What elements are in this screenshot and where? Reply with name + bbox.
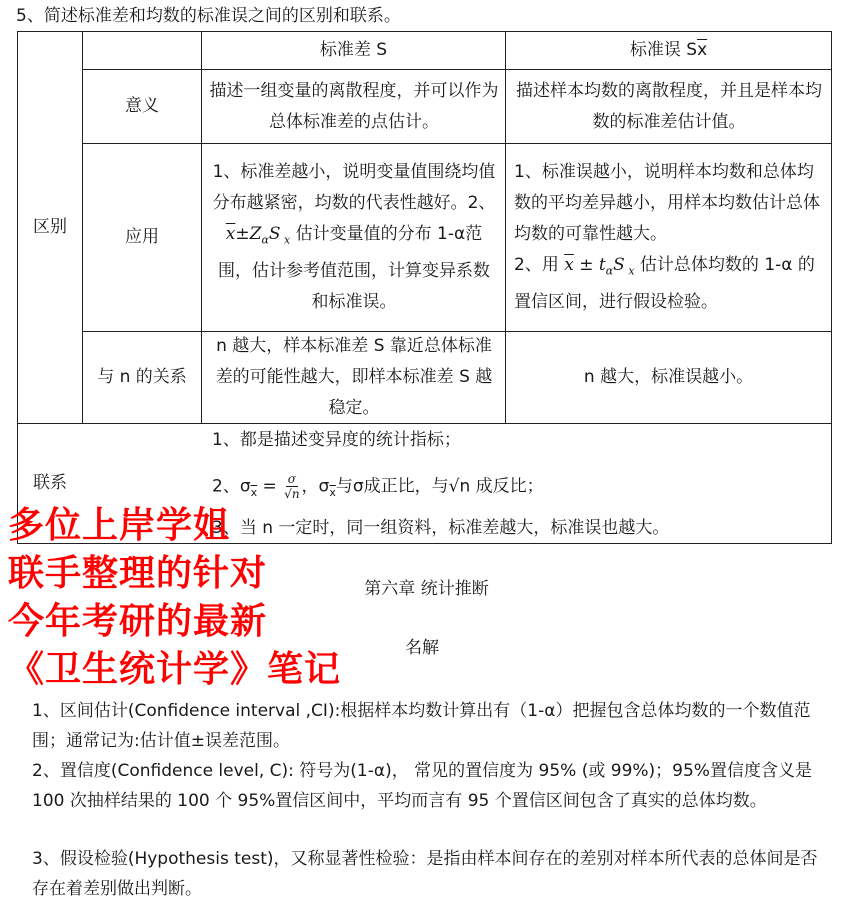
question-title: 5、简述标准差和均数的标准误之间的区别和联系。 xyxy=(16,6,401,26)
row-label-meaning: 意义 xyxy=(125,96,159,116)
watermark-overlay: 多位上岸学姐 联手整理的针对 今年考研的最新 《卫生统计学》笔记 xyxy=(8,505,342,690)
definition-item: 2、置信度(Confidence level, C): 符号为(1-α)， 常见的置信度为 95% (或 99%)；95%置信度含义是 100 次抽样结果的 100 个 95%置信区间中，平均而言有 95 个置信区间包含了真实的总体均数。 xyxy=(32,761,812,811)
group-label-diff: 区别 xyxy=(33,217,67,237)
n-relation-se: n 越大，标准误越小。 xyxy=(583,367,754,387)
group-label-link: 联系 xyxy=(33,473,67,493)
meaning-std: 描述一组变量的离散程度，并可以作为总体标准差的点估计。 xyxy=(209,80,499,132)
n-relation-std: n 越大，样本标准差 S 靠近总体标准差的可能性越大，即样本标准差 S 越稳定。 xyxy=(215,336,493,418)
row-label-apply: 应用 xyxy=(125,227,159,247)
apply-se: 1、标准误越小，说明样本均数和总体均数的平均差异越小，用样本均数估计总体均数的可靠性越大。 2、用 $\overline{x} \pm t_\alpha S$ $_x$ 估计总体均数的 1-α 的置信区间，进行假设检验。 xyxy=(514,162,820,312)
row-label-n-relation: 与 n 的关系 xyxy=(97,367,187,387)
header-se: 标准误 S $\overline{x}$ xyxy=(629,40,708,60)
link-item-3: 3、当 n 一定时，同一组资料，标准差越大，标准误也越大。 xyxy=(212,518,670,538)
definition-item: 1、区间估计(Confidence interval ,CI):根据样本均数计算出有（1-α）把握包含总体均数的一个数值范围；通常记为:估计值±误差范围。 xyxy=(32,701,811,751)
header-std: 标准差 S xyxy=(319,40,388,60)
apply-std: 1、标准差越小，说明变量值围绕均值分布越紧密，均数的代表性越好。2、$\overline{x}\pm Z_\alpha S$ $_x$ 估计变量值的分布 1-α范围，估计参考值范围，计算变异系数和标准误。 xyxy=(212,162,496,312)
definition-item: 3、假设检验(Hypothesis test)，又称显著性检验：是指由样本间存在的差别对样本所代表的总体间是否存在着差别做出判断。 xyxy=(32,849,818,899)
chapter-title: 第六章 统计推断 xyxy=(364,579,489,599)
meaning-se: 描述样本均数的离散程度，并且是样本均数的标准差估计值。 xyxy=(516,80,822,132)
link-item-1: 1、都是描述变异度的统计指标； xyxy=(212,430,461,450)
link-item-2: 2、$\sigma_{\overline{x}}$ = $\frac{\sigma}{√n}$ ，$\sigma_{\overline{x}}$与σ成正比，与√n 成反比； xyxy=(212,472,544,501)
section-title: 名解 xyxy=(405,638,439,658)
